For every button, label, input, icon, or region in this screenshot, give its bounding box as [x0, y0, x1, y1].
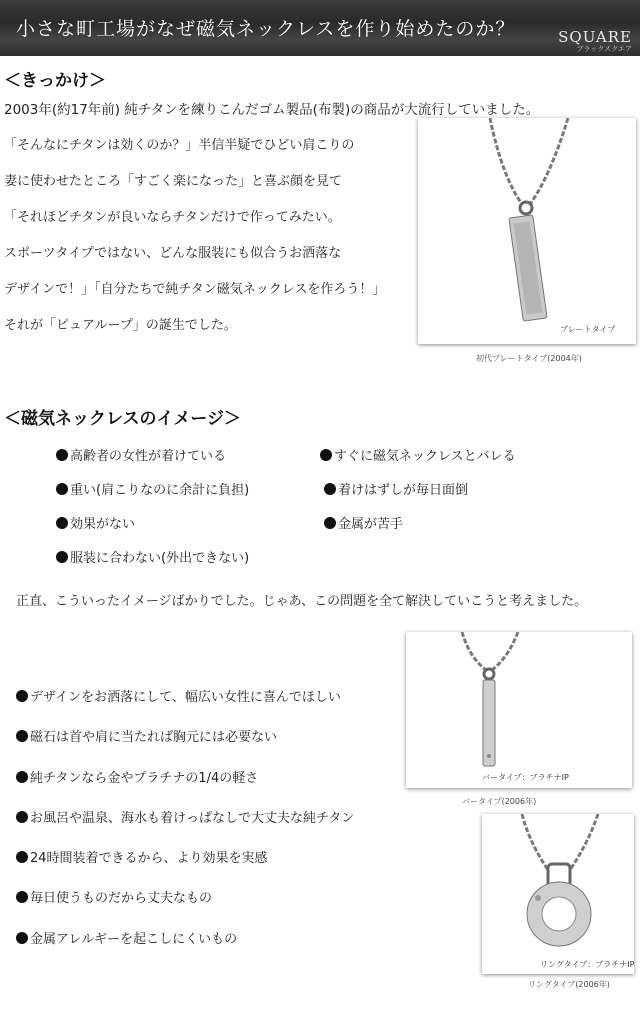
- ring-necklace-image: [482, 814, 634, 974]
- section-heading-image: ＜磁気ネックレスのイメージ＞: [4, 409, 241, 429]
- bar-photo-caption: バータイプ(2006年): [462, 797, 537, 806]
- bullet-dot-icon: [16, 690, 28, 702]
- story-line-3: 「それほどチタンが良いならチタンだけで作ってみたい。: [4, 210, 341, 225]
- image-item-6: 着けはずしが毎日面倒: [324, 479, 468, 498]
- story-line-2: 妻に使わせたところ「すごく楽になった」と喜ぶ顔を見て: [4, 174, 343, 189]
- bullet-dot-icon: [324, 483, 336, 495]
- bullet-dot-icon: [56, 551, 68, 563]
- bullet-dot-icon: [16, 932, 28, 944]
- image-item-7: 金属が苦手: [324, 513, 403, 532]
- image-item-2: 重い(肩こりなのに余計に負担): [56, 479, 249, 498]
- plate-photo-caption: 初代プレートタイプ(2004年): [476, 354, 582, 363]
- image-item-3: 効果がない: [56, 513, 135, 532]
- image-item-1: 高齢者の女性が着けている: [56, 445, 226, 464]
- bullet-dot-icon: [320, 449, 332, 461]
- plate-necklace-image: [418, 118, 636, 344]
- bar-necklace-image: [406, 632, 632, 788]
- solution-item-5: 24時間装着できるから、より効果を実感: [16, 847, 268, 866]
- bullet-dot-icon: [16, 771, 28, 783]
- bullet-dot-icon: [16, 851, 28, 863]
- bullet-dot-icon: [16, 730, 28, 742]
- story-line-5: デザインで！」「自分たちで純チタン磁気ネックレスを作ろう！」: [4, 282, 386, 297]
- ring-type-label: リングタイプ：プラチナIP: [540, 960, 634, 969]
- intro-text: 2003年(約17年前) 純チタンを練りこんだゴム製品(布製)の商品が大流行していました。: [4, 102, 540, 118]
- solution-item-6: 毎日使うものだから丈夫なもの: [16, 887, 212, 906]
- section-heading-kikkake: ＜きっかけ＞: [4, 71, 106, 91]
- image-item-5: すぐに磁気ネックレスとバレる: [320, 445, 516, 464]
- solution-item-2: 磁石は首や肩に当たれば胸元には必要ない: [16, 726, 277, 745]
- ring-necklace-photo: [482, 814, 634, 974]
- bar-type-label: バータイプ：プラチナIP: [482, 773, 569, 782]
- plate-type-label: プレートタイプ: [560, 325, 616, 334]
- logo-text: SQUARE: [558, 28, 632, 46]
- bullet-dot-icon: [16, 891, 28, 903]
- logo-subtext: ブラックスクエア: [576, 45, 632, 53]
- bullet-dot-icon: [16, 811, 28, 823]
- image-item-4: 服装に合わない(外出できない): [56, 547, 249, 566]
- summary-text: 正直、こういったイメージばかりでした。じゃあ、この問題を全て解決していこうと考えました。: [16, 594, 588, 609]
- story-line-1: 「そんなにチタンは効くのか？」半信半疑でひどい肩こりの: [4, 138, 355, 153]
- ring-photo-caption: リングタイプ(2006年): [528, 980, 610, 989]
- bullet-dot-icon: [56, 483, 68, 495]
- solution-item-1: デザインをお洒落にして、幅広い女性に喜んでほしい: [16, 686, 341, 705]
- bullet-dot-icon: [324, 517, 336, 529]
- solution-item-3: 純チタンなら金やプラチナの1/4の軽さ: [16, 767, 258, 786]
- bullet-dot-icon: [56, 449, 68, 461]
- bar-necklace-photo: [406, 632, 632, 788]
- header-banner: [0, 0, 640, 56]
- brand-logo[interactable]: [558, 30, 632, 54]
- solution-item-4: お風呂や温泉、海水も着けっぱなしで大丈夫な純チタン: [16, 807, 354, 826]
- solution-item-7: 金属アレルギーを起こしにくいもの: [16, 928, 237, 947]
- plate-necklace-photo: [418, 118, 636, 344]
- story-line-6: それが「ピュアループ」の誕生でした。: [4, 318, 237, 333]
- page-title: 小さな町工場がなぜ磁気ネックレスを作り始めたのか？: [16, 18, 516, 40]
- story-line-4: スポーツタイプではない、どんな服装にも似合うお洒落な: [4, 246, 342, 261]
- bullet-dot-icon: [56, 517, 68, 529]
